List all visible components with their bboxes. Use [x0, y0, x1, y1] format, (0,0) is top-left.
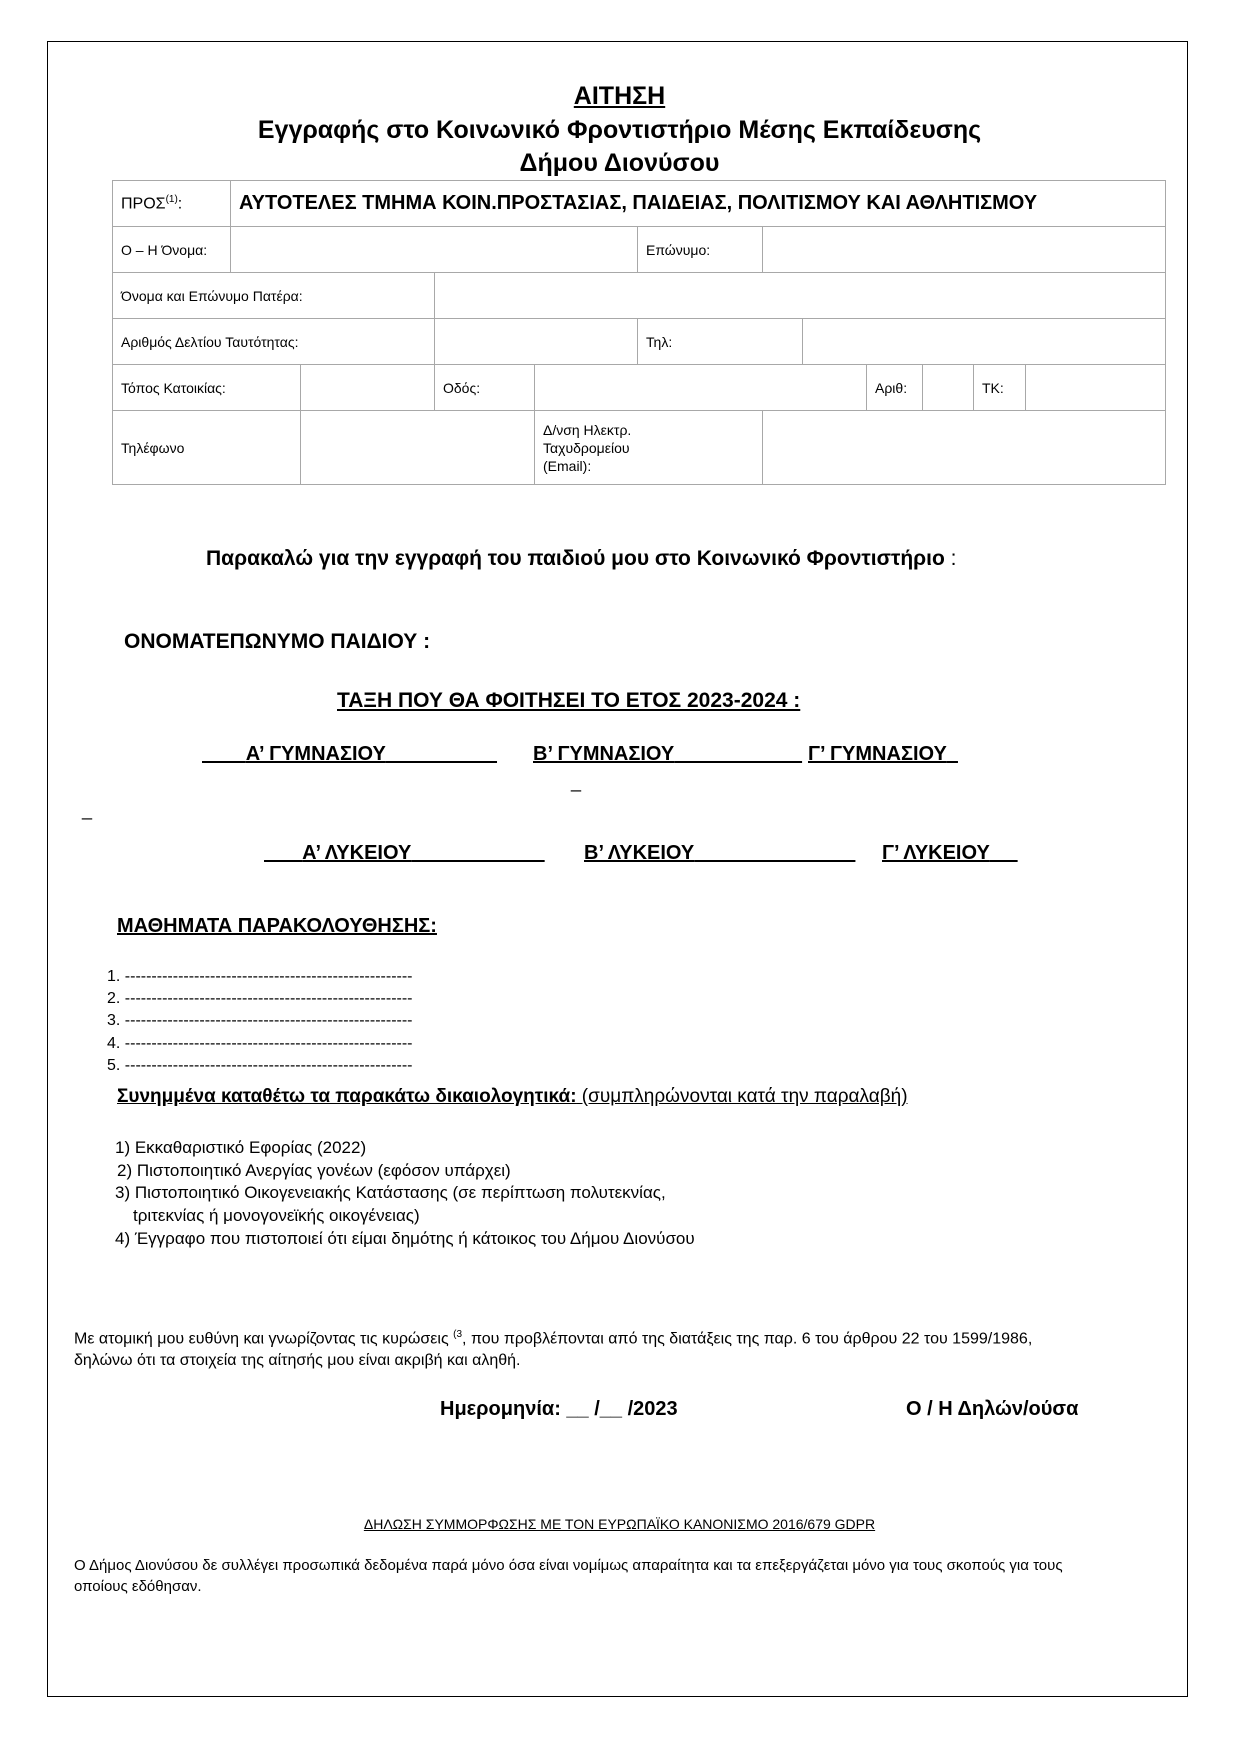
- street-label: Οδός:: [435, 365, 535, 411]
- grade-b-gymnasio[interactable]: Β’ ΓΥΜΝΑΣΙΟΥ: [533, 743, 675, 765]
- document-item: 2) Πιστοποιητικό Ανεργίας γονέων (εφόσον υπάρχει): [117, 1161, 511, 1180]
- postcode-label: ΤΚ:: [974, 365, 1026, 411]
- form-subtitle: Εγγραφής στο Κοινωνικό Φροντιστήριο Μέσης Εκπαίδευσης: [257, 116, 982, 144]
- stray-dash-middle: _: [571, 772, 582, 792]
- gdpr-text-line-2: οποίους εδόθησαν.: [74, 1578, 202, 1595]
- course-line[interactable]: 2. ------------------------------------------------------: [107, 990, 413, 1007]
- number-label: Αριθ:: [867, 365, 923, 411]
- contact-row: [113, 411, 1166, 485]
- residence-field[interactable]: [301, 365, 435, 411]
- declaration-line-2: δηλώνω ότι τα στοιχεία της αίτησής μου είναι ακριβή και αληθή.: [74, 1352, 521, 1369]
- tel-label: Τηλ:: [638, 319, 803, 365]
- course-line[interactable]: 3. ------------------------------------------------------: [107, 1012, 413, 1029]
- phone-field[interactable]: [301, 411, 535, 485]
- first-name-field[interactable]: [231, 227, 638, 273]
- courses-heading: ΜΑΘΗΜΑΤΑ ΠΑΡΑΚΟΛΟΥΘΗΣΗΣ:: [117, 915, 437, 937]
- father-name-field[interactable]: [435, 273, 1166, 319]
- course-line[interactable]: 5. ------------------------------------------------------: [107, 1057, 413, 1074]
- postcode-field[interactable]: [1026, 365, 1166, 411]
- id-card-field[interactable]: [435, 319, 638, 365]
- document-item: 3) Πιστοποιητικό Οικογενειακής Κατάστασης (σε περίπτωση πολυτεκνίας,: [115, 1183, 666, 1202]
- grade-c-gymnasio[interactable]: Γ’ ΓΥΜΝΑΣΙΟΥ: [808, 743, 947, 765]
- child-name-label: ΟΝΟΜΑΤΕΠΩΝΥΜΟ ΠΑΙΔΙΟΥ :: [124, 630, 431, 653]
- course-line[interactable]: 1. ------------------------------------------------------: [107, 968, 413, 985]
- declaration-line-1: Με ατομική μου ευθύνη και γνωρίζοντας τις κυρώσεις $^{(3}$, που προβλέπονται από της διατάξεις της παρ. 6 του άρθρου 22 του 1599/1986,: [74, 1329, 1033, 1348]
- id-card-label: Αριθμός Δελτίου Ταυτότητας:: [113, 319, 435, 365]
- stray-dash-left: _: [82, 800, 93, 820]
- request-text: Παρακαλώ για την εγγραφή του παιδιού μου στο Κοινωνικό Φροντιστήριο :: [206, 547, 957, 570]
- father-name-label: Όνομα και Επώνυμο Πατέρα:: [113, 273, 435, 319]
- email-label: Δ/νση Ηλεκτρ. Ταχυδρομείου (Email):: [535, 411, 763, 485]
- form-title: ΑΙΤΗΣΗ: [573, 82, 666, 110]
- recipient-value: ΑΥΤΟΤΕΛΕΣ ΤΜΗΜΑ ΚΟΙΝ.ΠΡΟΣΤΑΣΙΑΣ, ΠΑΙΔΕΙΑΣ, ΠΟΛΙΤΙΣΜΟΥ ΚΑΙ ΑΘΛΗΤΙΣΜΟΥ: [231, 181, 1166, 227]
- grade-c-lykeio[interactable]: Γ’ ΛΥΚΕΙΟΥ: [882, 842, 990, 864]
- name-row: [113, 227, 1166, 273]
- document-item: tριτεκνίας ή μονογονεϊκής οικογένειας): [133, 1206, 420, 1225]
- phone-label: Τηλέφωνο: [113, 411, 301, 485]
- gdpr-heading: ΔΗΛΩΣΗ ΣΥΜΜΟΡΦΩΣΗΣ ΜΕ ΤΟΝ ΕΥΡΩΠΑΪΚΟ ΚΑΝΟΝΙΣΜΟ 2016/679 GDPR: [363, 1516, 876, 1532]
- street-field[interactable]: [535, 365, 867, 411]
- gdpr-text-line-1: Ο Δήμος Διονύσου δε συλλέγει προσωπικά δεδομένα παρά μόνο όσα είναι νομίμως απαραίτητα και τα επεξεργάζεται μόνο για τους σκοπούς για τους: [74, 1557, 1063, 1574]
- email-field[interactable]: [763, 411, 1166, 485]
- father-row: [113, 273, 1166, 319]
- residence-label: Τόπος Κατοικίας:: [113, 365, 301, 411]
- form-municipality: Δήμου Διονύσου: [519, 149, 720, 177]
- address-row: [113, 365, 1166, 411]
- grade-a-lykeio[interactable]: Α’ ΛΥΚΕΙΟΥ: [302, 842, 412, 864]
- document-item: 4) Έγγραφο που πιστοποιεί ότι είμαι δημότης ή κάτοικος του Δήμου Διονύσου: [115, 1229, 695, 1248]
- date-field[interactable]: Ημερομηνία: __ /__ /2023: [440, 1398, 678, 1420]
- class-heading: ΤΑΞΗ ΠΟΥ ΘΑ ΦΟΙΤΗΣΕΙ ΤΟ ΕΤΟΣ 2023-2024 :: [337, 689, 801, 712]
- grade-a-gymnasio[interactable]: Α’ ΓΥΜΝΑΣΙΟΥ: [245, 743, 386, 765]
- surname-label: Επώνυμο:: [638, 227, 763, 273]
- signer-label: Ο / Η Δηλών/ούσα: [906, 1398, 1079, 1420]
- number-field[interactable]: [923, 365, 974, 411]
- documents-heading: Συνημμένα καταθέτω τα παρακάτω δικαιολογητικά: (συμπληρώνονται κατά την παραλαβή): [117, 1086, 908, 1107]
- id-row: [113, 319, 1166, 365]
- course-line[interactable]: 4. ------------------------------------------------------: [107, 1035, 413, 1052]
- grade-b-lykeio[interactable]: Β’ ΛΥΚΕΙΟΥ: [584, 842, 695, 864]
- surname-field[interactable]: [763, 227, 1166, 273]
- recipient-label: ΠΡΟΣ$^{(1)}$:: [113, 181, 231, 227]
- tel-field[interactable]: [803, 319, 1166, 365]
- recipient-row: [113, 181, 1166, 227]
- first-name-label: Ο – Η Όνομα:: [113, 227, 231, 273]
- applicant-info-table: [112, 180, 1166, 485]
- document-item: 1) Εκκαθαριστικό Εφορίας (2022): [115, 1138, 367, 1157]
